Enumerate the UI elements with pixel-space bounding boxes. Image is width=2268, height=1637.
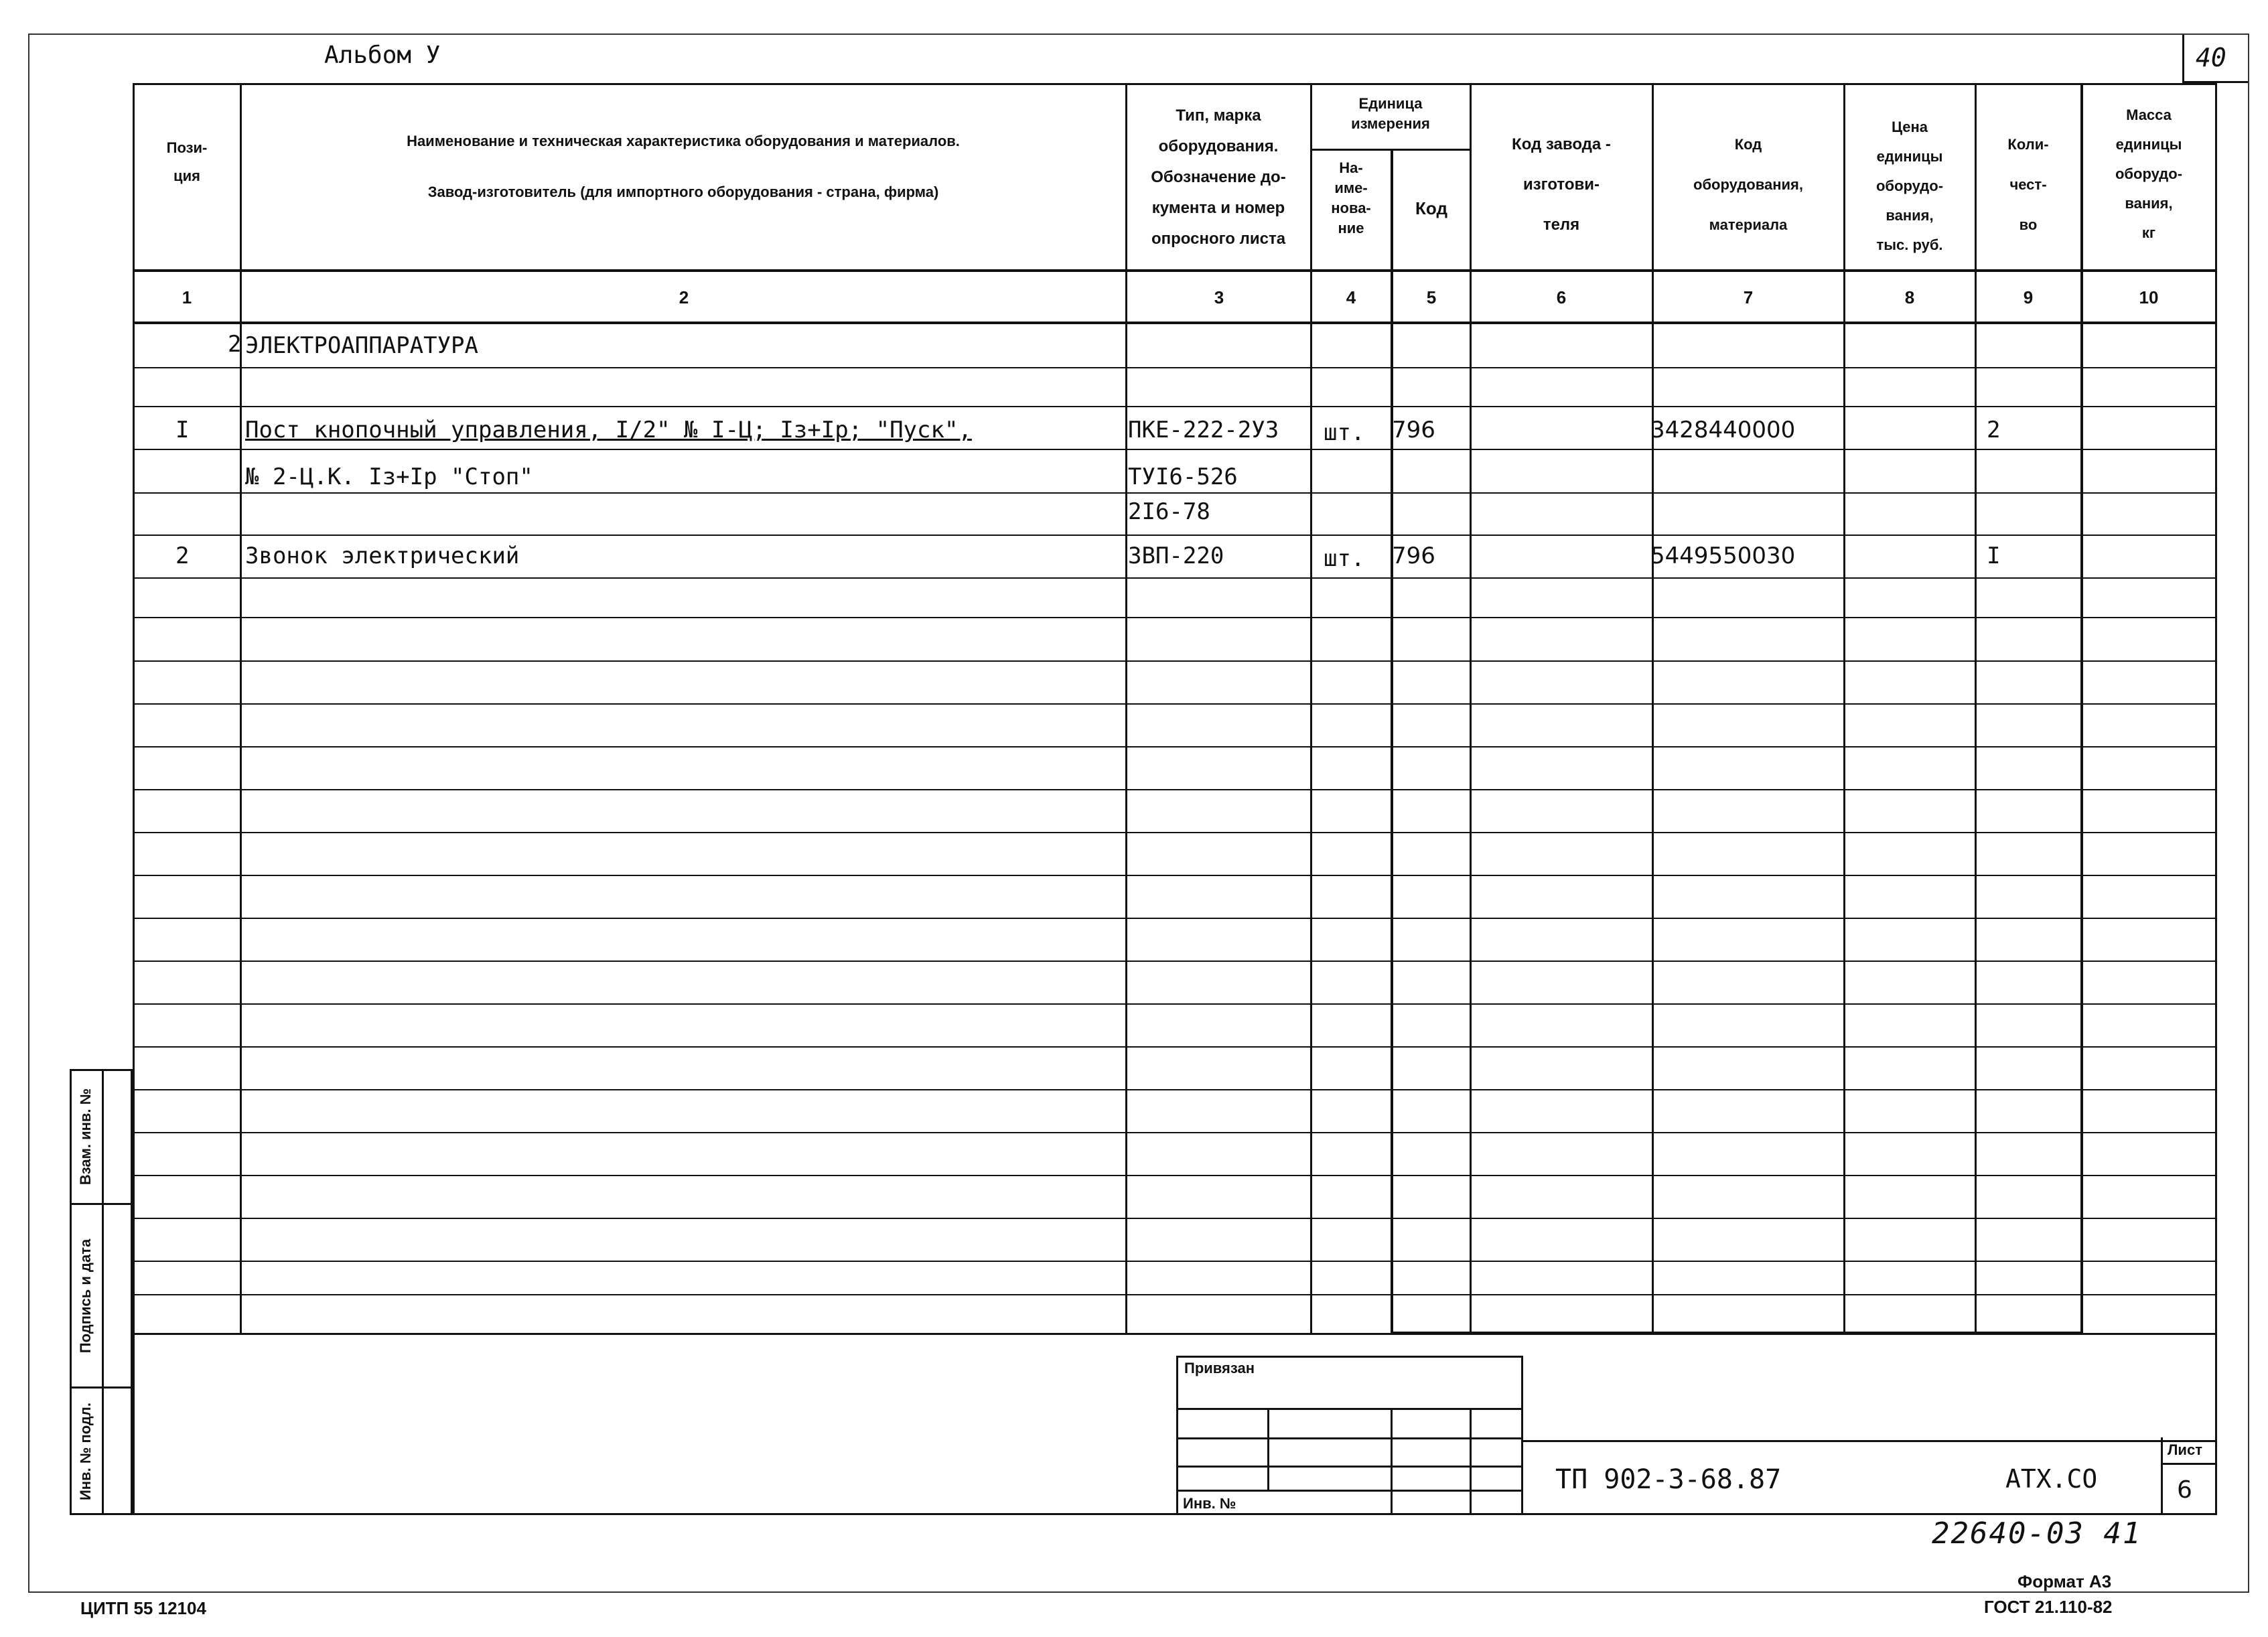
row-line [133, 875, 2217, 876]
row-line [133, 577, 2217, 579]
row2-position: 2 [175, 543, 190, 569]
row1-qty: 2 [1987, 417, 2001, 443]
row2-name-line1: Звонок электрический [245, 543, 520, 569]
vline-c2 [1125, 83, 1127, 1334]
col7-header: Код оборудования, материала [1693, 136, 1803, 233]
section-title: ЭЛЕКТРОАППАРАТУРА [245, 332, 478, 359]
page-number: 40 [2196, 43, 2226, 72]
privyazan-v2 [1391, 1408, 1393, 1515]
privyazan-label: Привязан [1184, 1360, 1255, 1376]
row2-unit: шт. [1324, 545, 1365, 572]
row2-unit-code: 796 [1392, 543, 1435, 569]
row-line [133, 1046, 2217, 1048]
colnum-10: 10 [2139, 287, 2159, 307]
row-line [133, 367, 2217, 368]
row1-unit-code: 796 [1392, 417, 1435, 443]
colnum-3: 3 [1214, 287, 1224, 307]
row-line [133, 918, 2217, 919]
body-bottom-line [133, 1333, 2217, 1335]
vline-c4 [1391, 149, 1393, 1334]
row-line [133, 789, 2217, 790]
privyazan-v1 [1267, 1408, 1269, 1490]
col5-header: Код [1415, 198, 1447, 218]
side-podpis: Подпись и дата [77, 1238, 94, 1354]
row-line [133, 449, 2217, 450]
sheet-box-h [2161, 1463, 2217, 1465]
inv-no-label: Инв. № [1183, 1495, 1236, 1512]
row-line [133, 1132, 2217, 1133]
row1-equip-code: 3428440000 [1650, 417, 1796, 443]
col2-header-line1: Наименование и техническая характеристика оборудования и материалов. [407, 133, 960, 149]
side-vzam: Взам. инв. № [77, 1088, 94, 1186]
sheet-label: Лист [2168, 1441, 2202, 1458]
row-line [133, 960, 2217, 962]
row-line [133, 832, 2217, 833]
album-title: Альбом У [324, 42, 441, 69]
row1-name-line2: № 2-Ц.К. Iз+Iр "Стоп" [245, 464, 533, 490]
row-line [133, 617, 2217, 618]
row-line [133, 1089, 2217, 1090]
sheet-number: 6 [2177, 1476, 2192, 1504]
row-line [133, 703, 2217, 705]
handwritten-number: 22640-03 41 [1932, 1516, 2142, 1551]
row1-position: I [175, 417, 190, 443]
col1-header: Пози- ция [166, 139, 208, 184]
side-stamp-vline [102, 1069, 104, 1515]
row1-unit: шт. [1324, 419, 1365, 446]
citp-label: ЦИТП 55 12104 [80, 1598, 206, 1618]
row-line [133, 535, 2217, 536]
col10-header: Масса единицы оборудо- вания, кг [2115, 106, 2183, 241]
vline-c1 [240, 83, 242, 1334]
doc-block-top [1523, 1440, 2217, 1442]
colnum-9: 9 [2023, 287, 2034, 307]
section-mark: 2 [228, 331, 242, 358]
row-line [133, 406, 2217, 407]
format-label: Формат А3 [2017, 1571, 2112, 1591]
doc-mark: АТХ.СО [2005, 1464, 2098, 1494]
privyazan-v3 [1470, 1408, 1472, 1515]
row1-type-line1: ПКЕ-222-2У3 [1128, 417, 1279, 443]
colnum-1: 1 [182, 287, 192, 307]
row-line [133, 660, 2217, 662]
side-inv: Инв. № подл. [77, 1403, 94, 1500]
row-line [133, 492, 2217, 494]
row2-equip-code: 5449550030 [1650, 543, 1796, 569]
col45-header: Единица измерения [1351, 95, 1430, 132]
col3-header: Тип, марка оборудования. Обозначение до- кумента и номер опросного листа [1151, 106, 1286, 248]
colnum-5: 5 [1426, 287, 1437, 307]
colnum-4: 4 [1346, 287, 1356, 307]
gost-label: ГОСТ 21.110-82 [1984, 1597, 2113, 1617]
row2-qty: I [1987, 543, 2001, 569]
row1-name-line1: Пост кнопочный управления, I/2" № I-Ц; Iз+Iр; "Пуск", [245, 417, 972, 443]
col4-header: На- име- нова- ние [1331, 159, 1371, 236]
colnum-6: 6 [1556, 287, 1567, 307]
col2-header-line2: Завод-изготовитель (для импортного оборудования - страна, фирма) [427, 184, 939, 200]
row2-type-line1: ЗВП-220 [1128, 543, 1224, 569]
col8-header: Цена единицы оборудо- вания, тыс. руб. [1875, 119, 1944, 253]
row-line [133, 1175, 2217, 1176]
col6-header: Код завода - изготови- теля [1512, 135, 1611, 234]
row-line [133, 1003, 2217, 1005]
row-line [133, 1218, 2217, 1219]
colnum-7: 7 [1743, 287, 1754, 307]
colnum-2: 2 [679, 287, 689, 307]
row-line [133, 746, 2217, 748]
col9-header: Коли- чест- во [2007, 136, 2049, 233]
doc-code: ТП 902-3-68.87 [1555, 1464, 1782, 1495]
row1-type-line2: ТУI6-526 [1128, 464, 1238, 490]
colnum-8: 8 [1904, 287, 1915, 307]
row-line [133, 1294, 2217, 1295]
row1-type-line3: 2I6-78 [1128, 498, 1210, 525]
row-line [133, 1261, 2217, 1262]
